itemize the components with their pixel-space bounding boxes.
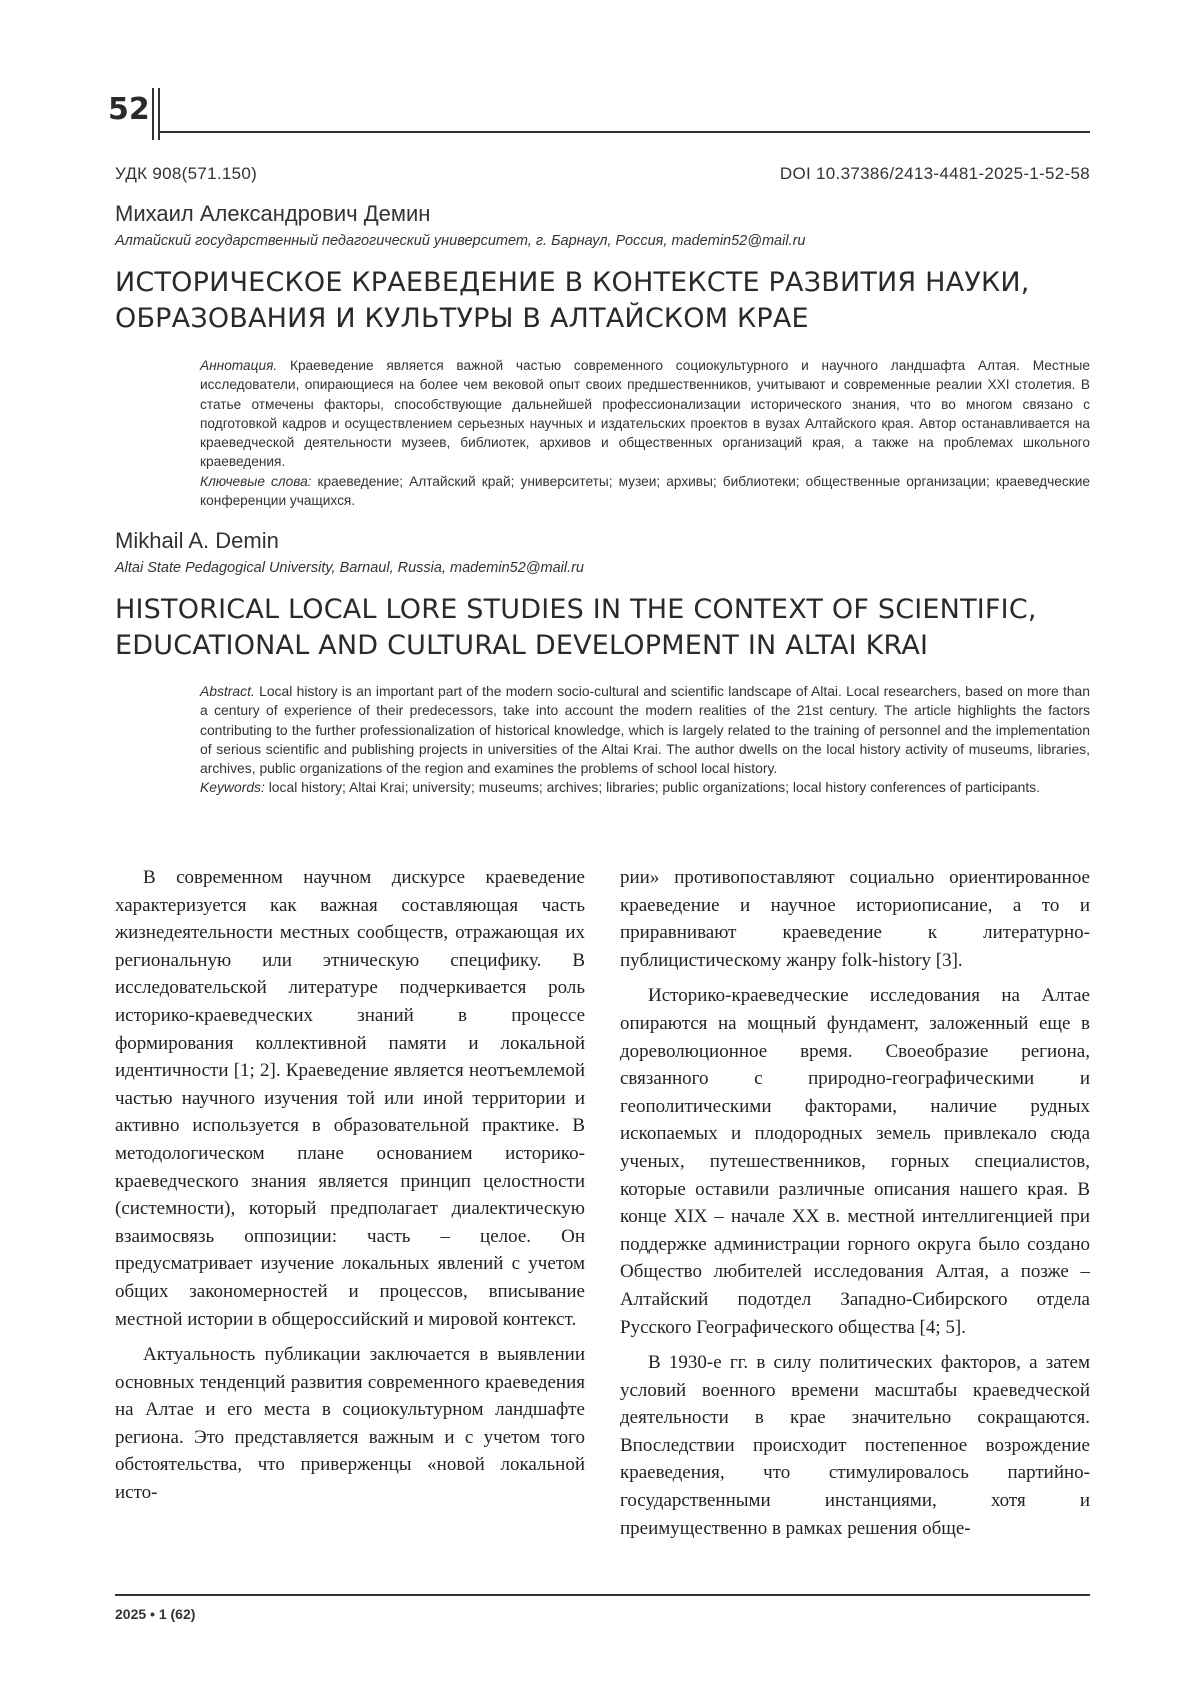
author-name-en: Mikhail A. Demin (115, 528, 279, 553)
body-column-left (115, 864, 585, 1515)
affiliation-ru: Алтайский государственный педагогический университет, г. Барнаул, Россия, mademin52@mail.ru (115, 233, 806, 249)
abstract-text-ru: Краеведение является важной частью современного социокультурного и научного ландшафта Алтая. Местные исследователи, опирающиеся на более чем вековой опыт своих предшественников, учитывают и современные реалии XXI столетия. В статье отмечены факторы, способствующие дальнейшей профессионализации исторического знания, что во многом связано с подготовкой кадров и осуществлением серьезных научных и издательских проектов в вузах Алтайского края. Автор останавливается на краеведческой деятельности музеев, библиотек, архивов и общественных организаций края, а также на проблемах школьного краеведения. (200, 358, 1090, 470)
article-title-en: HISTORICAL LOCAL LORE STUDIES IN THE CONTEXT OF SCIENTIFIC, EDUCATIONAL AND CULTURAL DEVELOPMENT IN ALTAI KRAI (115, 594, 1037, 661)
keywords-label-en: Keywords: (200, 779, 265, 796)
body-paragraph: Историко-краеведческие исследования на Алтае опираются на мощный фундамент, заложенный еще в дореволюционное время. Своеобразие региона, связанного с природно-географическими и геополитическими факторами, наличие рудных ископаемых и плодородных земель привлекало сюда ученых, путешественников, горных специалистов, которые оставили различные описания нашего края. В конце XIX – начале XX в. местной интеллигенцией при поддержке администрации горного округа было создано Общество любителей исследования Алтая, а позже – Алтайский подотдел Западно-Сибирского отдела Русского Географического общества [4; 5]. (620, 985, 1090, 1338)
doi: DOI 10.37386/2413-4481-2025-1-52-58 (779, 164, 1090, 183)
body-paragraph: В 1930-е гг. в силу политических факторов, а затем условий военного времени масштабы краеведческой деятельности в крае значительно сокращаются. Впоследствии происходит постепенное возрождение краеведения, что стимулировалось партийно-государственными инстанциями, хотя и преимущественно в рамках решения обще- (620, 1352, 1090, 1539)
author-name-ru: Михаил Александрович Демин (115, 201, 431, 226)
keywords-label-ru: Ключевые слова: (200, 473, 312, 489)
body-paragraph: Актуальность публикации заключается в выявлении основных тенденций развития современного краеведения на Алтае и его места в социокультурном ландшафте региона. Это представляется важным и с учетом того обстоятельства, что приверженцы «новой локальной исто- (115, 1344, 585, 1504)
abstract-en (200, 682, 1090, 798)
abstract-label-ru: Аннотация. (200, 358, 278, 373)
body-paragraph: В современном научном дискурсе краеведение характеризуется как важная составляющая часть жизнедеятельности местных сообществ, отражающая их региональную или этническую специфику. В исследовательской литературе подчеркивается роль историко-краеведческих знаний в процессе формирования коллективной памяти и локальной идентичности [1; 2]. Краеведение является неотъемлемой частью научного изучения той или иной территории и активно используется в образовательной практике. В методологическом плане основанием историко-краеведческого знания является принцип целостности (системности), который предполагает диалектическую взаимосвязь оппозиции: часть – целое. Он предусматривает изучение локальных явлений с учетом общих закономерностей и процессов, вписывание местной истории в общероссийский и мировой контекст. (115, 867, 585, 1330)
header-vertical-rule (152, 88, 154, 140)
abstract-paragraph-ru (200, 356, 1090, 472)
keywords-paragraph-en (200, 778, 1090, 797)
body-paragraph: рии» противопоставляют социально ориентированное краеведение и научное историописание, а то и приравнивают краеведение к литературно-публицистическому жанру folk-history [3]. (620, 867, 1090, 971)
body-column-right (620, 864, 1090, 1550)
page-number: 52 (108, 92, 150, 127)
abstract-label-en: Abstract. (200, 683, 255, 699)
keywords-paragraph-ru (200, 472, 1090, 511)
keywords-text-en: local history; Altai Krai; university; museums; archives; libraries; public organizations; local history conferences of participants. (264, 779, 1040, 796)
footer-rule (115, 1594, 1090, 1596)
abstract-ru (200, 356, 1090, 510)
journal-issue: 2025 • 1 (62) (115, 1606, 196, 1622)
abstract-text-en: Local history is an important part of the modern socio-cultural and scientific landscape of Altai. Local researchers, based on more than a century of experience of their predecessors, take into account the modern realities of the 21st century. The article highlights the factors contributing to the further professionalization of historical knowledge, which is largely related to the training of personnel and the implementation of serious scientific and publishing projects in universities of the Altai Krai. The author dwells on the local history activity of museums, libraries, archives, public organizations of the region and examines the problems of school local history. (200, 683, 1090, 777)
abstract-paragraph-en (200, 682, 1090, 778)
udk-code: УДК 908(571.150) (115, 164, 258, 183)
affiliation-en: Altai State Pedagogical University, Barnaul, Russia, mademin52@mail.ru (115, 560, 584, 576)
header-horizontal-rule (160, 131, 1090, 133)
article-title-ru: ИСТОРИЧЕСКОЕ КРАЕВЕДЕНИЕ В КОНТЕКСТЕ РАЗВИТИЯ НАУКИ, ОБРАЗОВАНИЯ И КУЛЬТУРЫ В АЛТАЙСКОМ КРАЕ (115, 267, 1030, 334)
keywords-text-ru: краеведение; Алтайский край; университеты; музеи; архивы; библиотеки; общественные организации; краеведческие конференции учащихся. (200, 473, 1090, 509)
